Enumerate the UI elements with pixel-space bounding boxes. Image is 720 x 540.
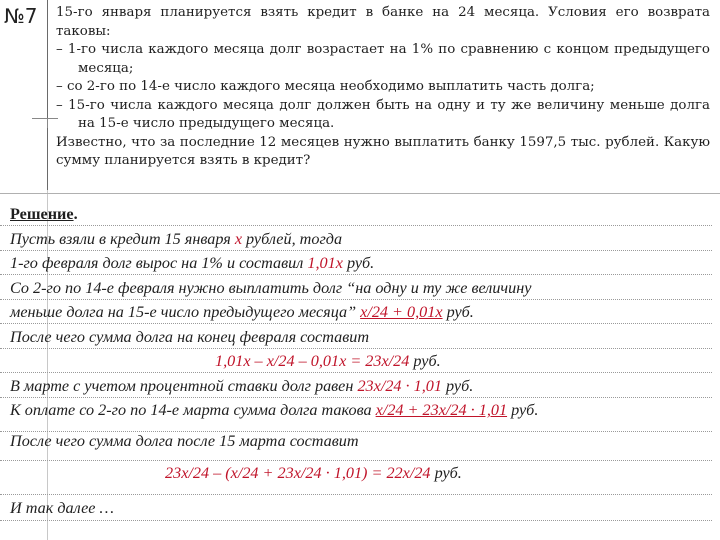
solution-heading: Решение	[10, 205, 74, 223]
solution-line-1	[10, 227, 710, 252]
variable-x: x	[234, 229, 242, 248]
solution-line-5: После чего сумма долга на конец февраля составит	[10, 327, 370, 346]
text-segment: руб.	[430, 464, 462, 482]
text-segment: В марте с учетом процентной ставки долг равен	[10, 376, 358, 395]
problem-intro: 15-го января планируется взять кредит в банке на 24 месяца. Условия его возврата таковы:	[56, 5, 710, 39]
text-segment: рублей, тогда	[242, 229, 343, 248]
text-segment: 1-го февраля долг вырос на 1% и составил	[10, 254, 308, 272]
solution-heading-line	[10, 202, 710, 227]
margin-tick-vertical	[47, 118, 48, 128]
formula: 1,01x – x/24 – 0,01x = 23x/24	[215, 352, 410, 370]
rule-line	[0, 520, 712, 521]
solution-line-10	[10, 461, 710, 486]
solution-line-7	[10, 374, 710, 399]
problem-statement	[56, 4, 710, 171]
heading-dot: .	[73, 205, 78, 223]
formula: x/24 + 23x/24 · 1,01	[375, 401, 508, 419]
formula: 23x/24 – (x/24 + 23x/24 · 1,01) = 22x/24	[165, 464, 431, 482]
solution-line-2	[10, 251, 710, 276]
margin-tick	[32, 118, 58, 119]
text-segment: К оплате со 2-го по 14-е марта сумма долга такова	[10, 401, 376, 419]
formula: 23x/24 · 1,01	[357, 376, 442, 395]
solution-line-9: После чего сумма долга после 15 марта составит	[10, 431, 359, 450]
condition-1: – 1-го числа каждого месяца долг возрастает на 1% по сравнению с концом предыдущего месяца;	[56, 42, 710, 76]
solution-block	[10, 202, 710, 520]
solution-line-6	[10, 349, 710, 374]
formula: 1,01x	[307, 254, 343, 272]
text-segment: руб.	[409, 352, 441, 370]
formula: x/24 + 0,01x	[360, 303, 443, 321]
problem-number: №7	[4, 4, 38, 28]
margin-line	[47, 0, 48, 190]
solution-line-4	[10, 300, 710, 325]
problem-question: Известно, что за последние 12 месяцев нужно выплатить банку 1597,5 тыс. рублей. Какую сумму планируется взять в кредит?	[56, 134, 710, 168]
text-segment: руб.	[441, 376, 474, 395]
condition-3: – 15-го числа каждого месяца долг должен быть на одну и ту же величину меньше долга на 15-е число предыдущего месяца.	[56, 97, 710, 131]
text-segment: меньше долга на 15-е число предыдущего месяца”	[10, 303, 361, 321]
condition-2: – со 2-го по 14-е число каждого месяца необходимо выплатить часть долга;	[56, 79, 595, 94]
section-divider	[0, 193, 720, 194]
text-segment: руб.	[507, 401, 539, 419]
text-segment: Пусть взяли в кредит 15 января	[10, 229, 235, 248]
text-segment: руб.	[442, 303, 474, 321]
solution-line-3: Со 2-го по 14-е февраля нужно выплатить долг “на одну и ту же величину	[10, 278, 532, 297]
solution-line-11: И так далее …	[10, 498, 114, 517]
solution-line-8	[10, 398, 710, 423]
text-segment: руб.	[342, 254, 375, 272]
